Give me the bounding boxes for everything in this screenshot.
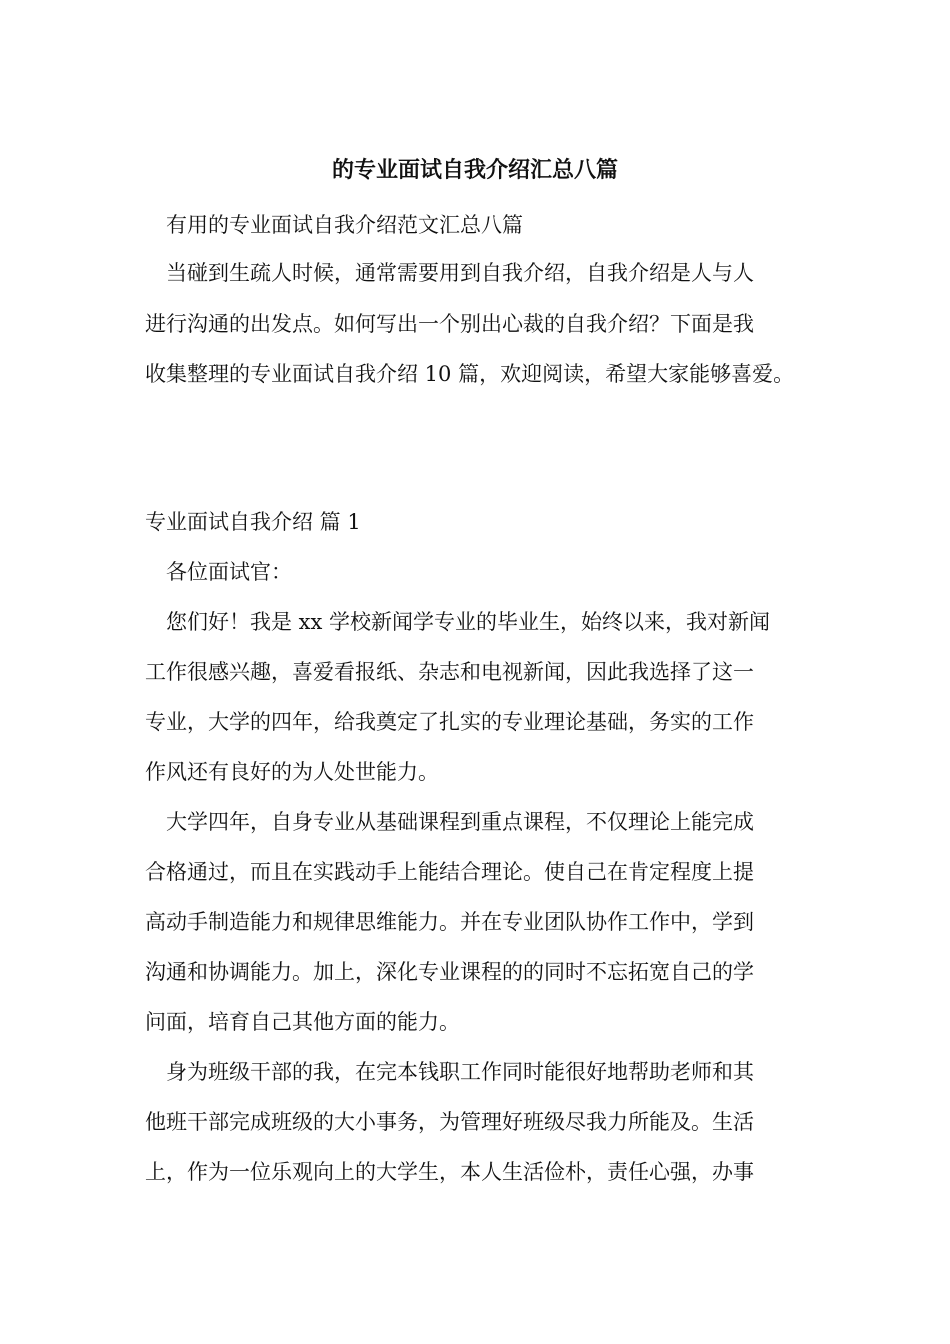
- section-heading: 专业面试自我介绍 篇 1: [145, 510, 361, 534]
- greeting: 各位面试官：: [166, 560, 292, 584]
- paragraph-line: 问面，培育自己其他方面的能力。: [145, 1010, 460, 1034]
- paragraph-line: 上，作为一位乐观向上的大学生，本人生活俭朴，责任心强，办事: [145, 1160, 754, 1184]
- paragraph-line: 大学四年，自身专业从基础课程到重点课程，不仅理论上能完成: [166, 810, 754, 834]
- paragraph-line: 专业，大学的四年，给我奠定了扎实的专业理论基础，务实的工作: [145, 710, 754, 734]
- document-title: 的专业面试自我介绍汇总八篇: [331, 157, 618, 183]
- intro-line: 收集整理的专业面试自我介绍 10 篇，欢迎阅读，希望大家能够喜爱。: [145, 362, 795, 386]
- paragraph-line: 您们好！我是 xx 学校新闻学专业的毕业生，始终以来，我对新闻: [166, 610, 771, 634]
- intro-line: 当碰到生疏人时候，通常需要用到自我介绍，自我介绍是人与人: [166, 261, 754, 285]
- paragraph-line: 合格通过，而且在实践动手上能结合理论。使自己在肯定程度上提: [145, 860, 754, 884]
- document-subtitle: 有用的专业面试自我介绍范文汇总八篇: [166, 213, 523, 237]
- paragraph-line: 身为班级干部的我，在完本钱职工作同时能很好地帮助老师和其: [166, 1060, 754, 1084]
- paragraph-line: 作风还有良好的为人处世能力。: [145, 760, 439, 784]
- intro-line: 进行沟通的出发点。如何写出一个别出心裁的自我介绍？下面是我: [145, 312, 754, 336]
- paragraph-line: 工作很感兴趣，喜爱看报纸、杂志和电视新闻，因此我选择了这一: [145, 660, 754, 684]
- paragraph-line: 他班干部完成班级的大小事务，为管理好班级尽我力所能及。生活: [145, 1110, 754, 1134]
- paragraph-line: 沟通和协调能力。加上，深化专业课程的的同时不忘拓宽自己的学: [145, 960, 754, 984]
- paragraph-line: 高动手制造能力和规律思维能力。并在专业团队协作工作中，学到: [145, 910, 754, 934]
